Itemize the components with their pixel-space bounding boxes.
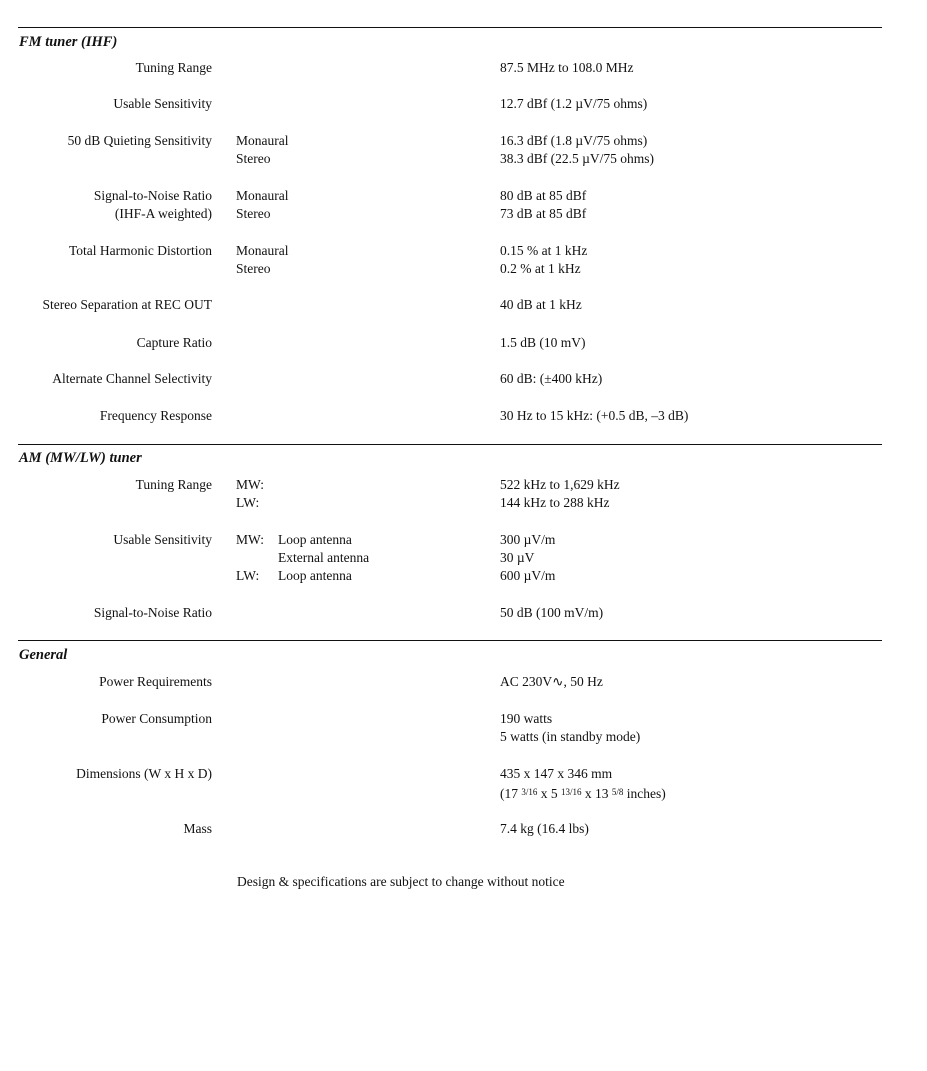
spec-label: Usable Sensitivity — [113, 96, 212, 111]
antenna-type: Loop antenna — [278, 532, 352, 547]
spec-value: 0.15 % at 1 kHz — [500, 243, 588, 258]
footnote-disclaimer: Design & specifications are subject to change without notice — [237, 874, 565, 889]
spec-label: Power Consumption — [101, 711, 212, 726]
spec-condition — [236, 549, 369, 567]
spec-label: Stereo Separation at REC OUT — [42, 297, 212, 312]
spec-label: Total Harmonic Distortion — [68, 243, 212, 258]
spec-label: Signal-to-Noise Ratio — [93, 188, 212, 203]
spec-value: 38.3 dBf (22.5 µV/75 ohms) — [500, 151, 655, 166]
spec-condition: Monaural — [236, 133, 289, 148]
fraction: 3/16 — [521, 787, 538, 797]
section-title-fm: FM tuner (IHF) — [19, 34, 118, 50]
spec-condition: Monaural — [236, 243, 289, 258]
spec-value: 522 kHz to 1,629 kHz — [500, 477, 620, 492]
spec-condition — [236, 567, 352, 585]
spec-label-sub: (IHF-A weighted) — [114, 206, 212, 221]
spec-condition: Stereo — [236, 206, 271, 221]
spec-label: Usable Sensitivity — [113, 532, 212, 547]
spec-value: 300 µV/m — [500, 532, 556, 547]
spec-value: 80 dB at 85 dBf — [500, 188, 587, 203]
spec-value: 50 dB (100 mV/m) — [500, 605, 604, 620]
spec-label: Capture Ratio — [136, 335, 212, 350]
band-tag: LW: — [236, 568, 260, 583]
band-tag: MW: — [236, 532, 264, 547]
spec-label: Dimensions (W x H x D) — [76, 766, 212, 781]
text-fragment: inches) — [623, 786, 666, 801]
section-divider — [18, 27, 882, 28]
spec-value-inches — [500, 783, 666, 803]
spec-label: Signal-to-Noise Ratio — [93, 605, 212, 620]
spec-value: 30 µV — [500, 550, 535, 565]
section-divider — [18, 444, 882, 445]
spec-value: 7.4 kg (16.4 lbs) — [500, 821, 589, 836]
fraction: 13/16 — [561, 787, 582, 797]
spec-value: 190 watts — [500, 711, 553, 726]
spec-label: 50 dB Quieting Sensitivity — [67, 133, 212, 148]
spec-label: Tuning Range — [135, 60, 212, 75]
spec-value: 16.3 dBf (1.8 µV/75 ohms) — [500, 133, 648, 148]
text-fragment: (17 — [500, 786, 522, 801]
spec-condition: Stereo — [236, 151, 271, 166]
spec-value: 12.7 dBf (1.2 µV/75 ohms) — [500, 96, 648, 111]
section-title-general: General — [19, 647, 68, 663]
spec-label: Mass — [183, 821, 212, 836]
spec-value: 1.5 dB (10 mV) — [500, 335, 586, 350]
spec-label: Tuning Range — [135, 477, 212, 492]
spec-condition: MW: — [236, 477, 264, 492]
antenna-type: Loop antenna — [278, 568, 352, 583]
fraction: 5/8 — [611, 787, 624, 797]
spec-value: 144 kHz to 288 kHz — [500, 495, 610, 510]
spec-value: 435 x 147 x 346 mm — [500, 766, 613, 781]
spec-value: 0.2 % at 1 kHz — [500, 261, 581, 276]
text-fragment: x 13 — [581, 786, 612, 801]
spec-value: 600 µV/m — [500, 568, 556, 583]
spec-condition: Monaural — [236, 188, 289, 203]
spec-value: 87.5 MHz to 108.0 MHz — [500, 60, 634, 75]
section-title-am: AM (MW/LW) tuner — [19, 450, 142, 466]
spec-value: 30 Hz to 15 kHz: (+0.5 dB, –3 dB) — [500, 408, 689, 423]
antenna-type: External antenna — [278, 550, 370, 565]
spec-value: AC 230V∿, 50 Hz — [500, 674, 603, 689]
spec-label: Alternate Channel Selectivity — [52, 371, 212, 386]
spec-label: Power Requirements — [99, 674, 212, 689]
text-fragment: x 5 — [537, 786, 562, 801]
spec-label: Frequency Response — [99, 408, 212, 423]
spec-condition: Stereo — [236, 261, 271, 276]
spec-condition: LW: — [236, 495, 260, 510]
spec-value: 73 dB at 85 dBf — [500, 206, 587, 221]
spec-condition — [236, 531, 352, 549]
spec-value: 40 dB at 1 kHz — [500, 297, 582, 312]
spec-value: 5 watts (in standby mode) — [500, 729, 641, 744]
section-divider — [18, 640, 882, 641]
spec-value: 60 dB: (±400 kHz) — [500, 371, 603, 386]
